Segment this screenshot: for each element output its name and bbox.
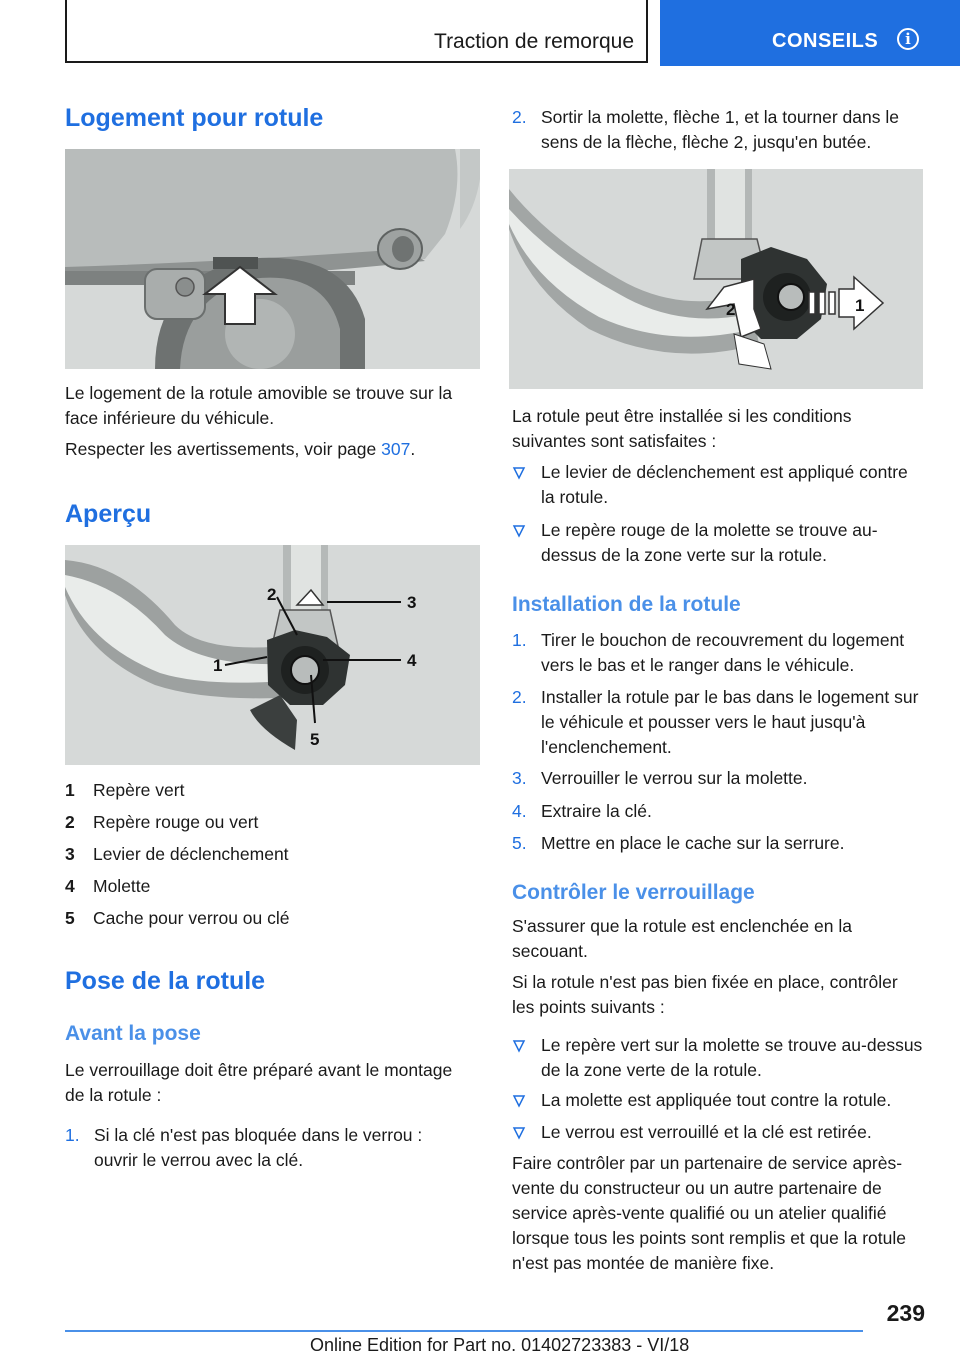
step-text: Tirer le bouchon de recouvrement du logement vers le bas et le ranger dans le véhicule. (541, 630, 905, 675)
turn-wheel-illustration (509, 169, 923, 389)
header-frame (65, 0, 648, 63)
conseils-tab[interactable] (660, 0, 960, 66)
legend-text: Repère vert (93, 780, 185, 800)
step-text: Verrouiller le verrou sur la molette. (541, 768, 808, 788)
paragraph-warnings (65, 437, 475, 462)
triangle-bullet-icon (512, 1094, 526, 1108)
info-icon: i (897, 28, 919, 50)
legend-number: 5 (65, 908, 75, 928)
figure-turn-wheel (509, 169, 923, 389)
section-title: Traction de remorque (434, 30, 634, 53)
footer-divider (65, 1330, 863, 1332)
warnings-text: Respecter les avertissements, voir page (65, 439, 382, 459)
heading-pose: Pose de la rotule (65, 967, 266, 995)
figure-hitch-location (65, 149, 480, 369)
legend-text: Repère rouge ou vert (93, 812, 259, 832)
step-text: Mettre en place le cache sur la serrure. (541, 833, 845, 853)
step-text: Si la clé n'est pas bloquée dans le verrou : ouvrir le verrou avec la clé. (94, 1125, 423, 1170)
step-number: 2. (512, 687, 527, 707)
paragraph-location: Le logement de la rotule amovible se trouve sur la face inférieure du véhicule. (65, 383, 453, 428)
fig-label-3: 3 (407, 593, 417, 612)
heading-controle: Contrôler le verrouillage (512, 881, 755, 904)
heading-avant-pose: Avant la pose (65, 1022, 201, 1045)
triangle-bullet-icon (512, 466, 526, 480)
step-number: 1. (65, 1125, 80, 1145)
triangle-bullet-icon (512, 524, 526, 538)
condition-text: Le levier de déclenchement est appliqué contre la rotule. (541, 462, 908, 507)
footer-edition: Online Edition for Part no. 01402723383 - VI/18 (310, 1335, 690, 1355)
legend-number: 2 (65, 812, 75, 832)
step-text: Extraire la clé. (541, 801, 652, 821)
fig-label-2: 2 (267, 585, 277, 604)
condition-text: Le repère rouge de la molette se trouve au-dessus de la zone verte sur la rotule. (541, 520, 878, 565)
legend-text: Molette (93, 876, 151, 896)
legend-number: 1 (65, 780, 75, 800)
fig3-label-2: 2 (726, 300, 736, 319)
paragraph-preparation: Le verrouillage doit être préparé avant le montage de la rotule : (65, 1060, 453, 1105)
step-number: 3. (512, 768, 527, 788)
fig-label-4: 4 (407, 651, 417, 670)
heading-apercu: Aperçu (65, 500, 152, 528)
step-number: 5. (512, 833, 527, 853)
conseils-label: CONSEILS (772, 30, 879, 52)
triangle-bullet-icon (512, 1126, 526, 1140)
page-number: 239 (886, 1300, 925, 1326)
page-header (0, 0, 960, 66)
figure-overview (65, 545, 480, 765)
fig-label-1: 1 (213, 656, 223, 675)
legend-number: 4 (65, 876, 75, 896)
legend-text: Levier de déclenchement (93, 844, 289, 864)
paragraph-conditions: La rotule peut être installée si les conditions suivantes sont satisfaites : (512, 406, 852, 451)
fig3-label-1: 1 (855, 296, 865, 315)
page-link-307[interactable]: 307 (381, 439, 411, 459)
heading-installation: Installation de la rotule (512, 593, 741, 616)
triangle-bullet-icon (512, 1039, 526, 1053)
step-number: 1. (512, 630, 527, 650)
paragraph-service: Faire contrôler par un partenaire de service après-vente du constructeur ou un autre partenaire de service après-vente qualifié ou un atelier qualifié lorsque tous les points sont remplis et que la rotule n'est pas montée de manière fixe. (512, 1153, 906, 1273)
legend-number: 3 (65, 844, 75, 864)
paragraph-shake: S'assurer que la rotule est enclenchée en la secouant. (512, 916, 852, 961)
step-number: 2. (512, 107, 527, 127)
step-text: Installer la rotule par le bas dans le logement sur le véhicule et pousser vers le haut jusqu'à l'enclenchement. (541, 687, 919, 757)
legend-text: Cache pour verrou ou clé (93, 908, 290, 928)
step-text: Sortir la molette, flèche 1, et la tourner dans le sens de la flèche, flèche 2, jusqu'en butée. (541, 107, 899, 152)
heading-logement: Logement pour rotule (65, 104, 324, 132)
step-number: 4. (512, 801, 527, 821)
paragraph-check-points: Si la rotule n'est pas bien fixée en place, contrôler les points suivants : (512, 972, 898, 1017)
check-text: La molette est appliquée tout contre la rotule. (541, 1090, 892, 1110)
check-text: Le repère vert sur la molette se trouve au-dessus de la zone verte de la rotule. (541, 1035, 923, 1080)
check-text: Le verrou est verrouillé et la clé est retirée. (541, 1122, 872, 1142)
fig-label-5: 5 (310, 730, 320, 749)
hitch-location-illustration (65, 149, 480, 369)
overview-illustration (65, 545, 480, 765)
warnings-period: . (410, 439, 416, 459)
